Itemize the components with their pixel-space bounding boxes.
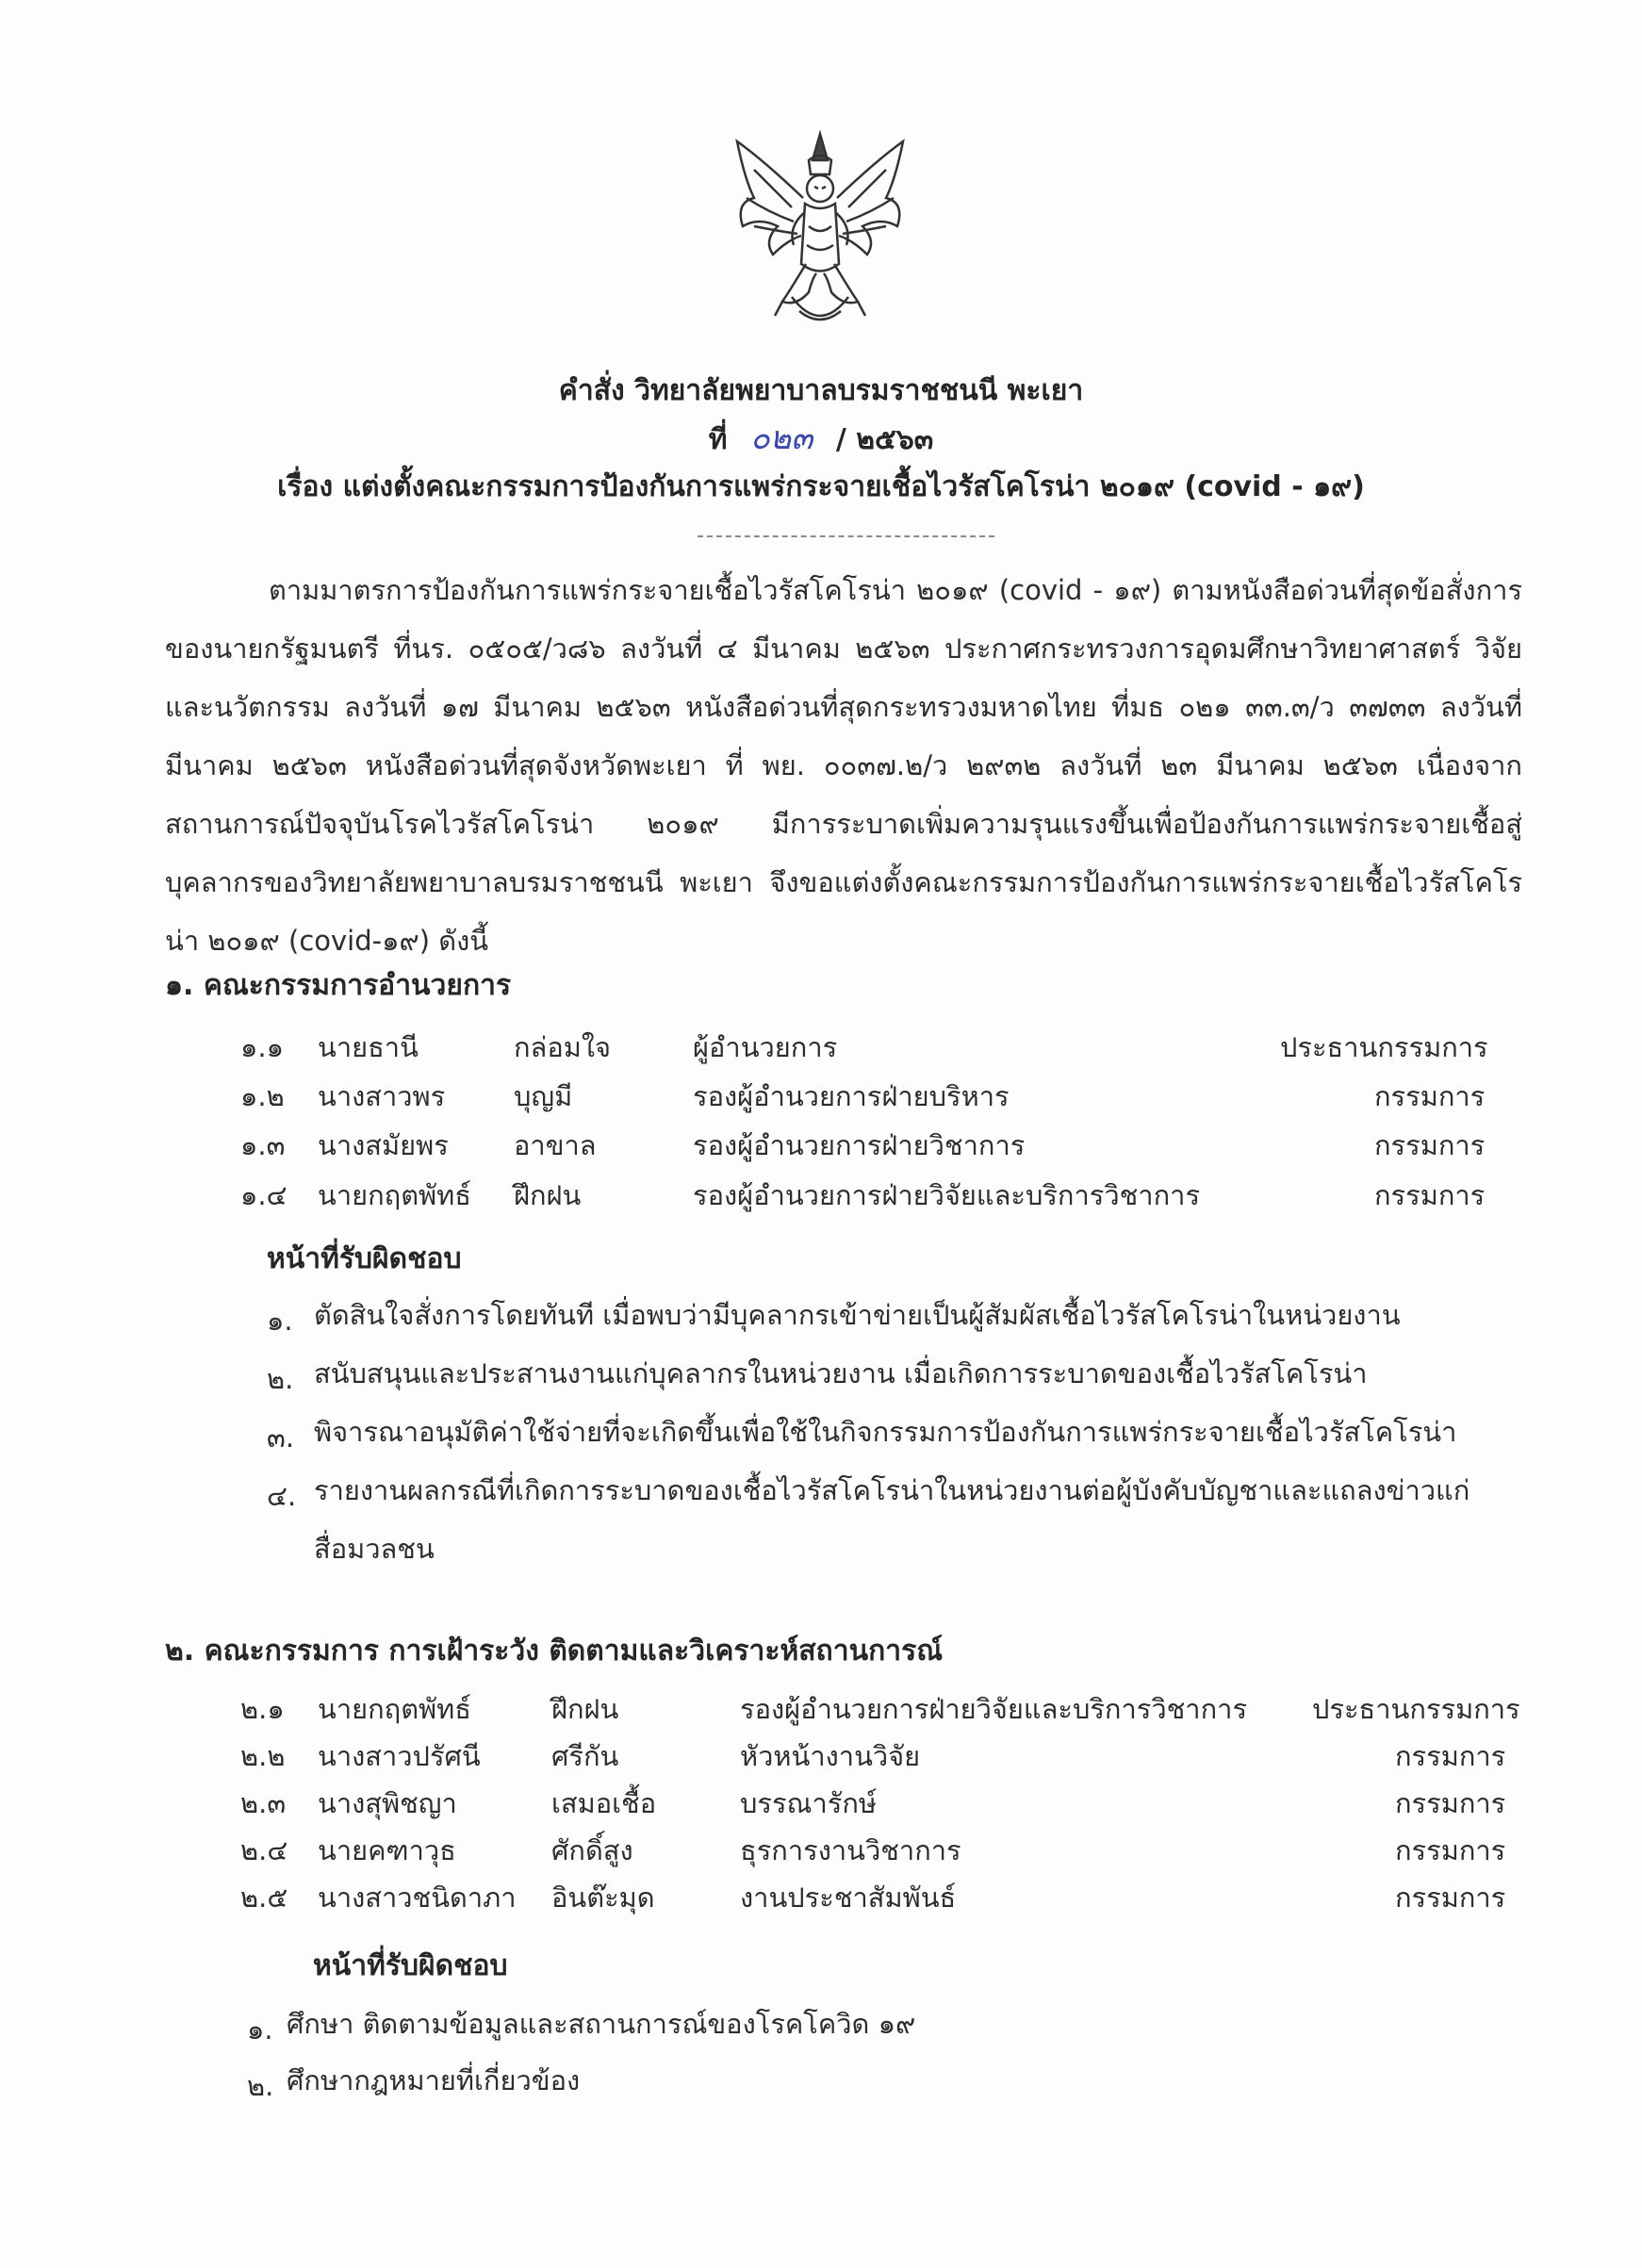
order-subject: เรื่อง แต่งตั้งคณะกรรมการป้องกันการแพร่กระจายเชื้อไวรัสโคโรน่า ๒๐๑๙ (covid - ๑๙): [277, 470, 1365, 503]
duty-number: ๒.: [267, 1363, 294, 1395]
member-surname: ศรีกัน: [551, 1740, 619, 1772]
member-role: กรรมการ: [1374, 1080, 1486, 1112]
garuda-emblem-icon: [726, 123, 914, 339]
member-number: ๑.๒: [240, 1080, 285, 1112]
duty-number: ๓.: [267, 1422, 295, 1454]
member-role: กรรมการ: [1374, 1179, 1486, 1211]
member-surname: เสมอเชื้อ: [551, 1787, 657, 1819]
member-position: รองผู้อำนวยการฝ่ายวิจัยและบริการวิชาการ: [693, 1179, 1201, 1211]
member-role: ประธานกรรมการ: [1280, 1031, 1488, 1063]
member-number: ๒.๓: [240, 1787, 287, 1819]
member-position: งานประชาสัมพันธ์: [740, 1882, 957, 1914]
duty-number: ๔.: [267, 1480, 297, 1512]
member-name: นายธานี: [318, 1031, 419, 1063]
member-row: [0, 1174, 1642, 1215]
duty-text: ศึกษากฎหมายที่เกี่ยวข้อง: [287, 2064, 581, 2096]
member-position: รองผู้อำนวยการฝ่ายวิจัยและบริการวิชาการ: [740, 1693, 1248, 1725]
order-title: คำสั่ง วิทยาลัยพยาบาลบรมราชชนนี พะเยา: [558, 374, 1084, 407]
member-number: ๑.๑: [240, 1031, 285, 1063]
duty-item: [267, 1474, 1530, 1591]
member-name: นางสาวพร: [318, 1080, 446, 1112]
member-surname: อินต๊ะมุด: [551, 1882, 655, 1914]
duty-text: ศึกษา ติดตามข้อมูลและสถานการณ์ของโรคโควิด ๑๙: [287, 2008, 916, 2040]
member-name: นางสาวปรัศนี: [318, 1740, 481, 1772]
member-position: รองผู้อำนวยการฝ่ายวิชาการ: [693, 1129, 1026, 1161]
member-number: ๒.๒: [240, 1740, 286, 1772]
member-role: กรรมการ: [1395, 1882, 1506, 1914]
order-number-year: / ๒๕๖๓: [835, 423, 934, 456]
member-name: นายกฤตพัทธ์: [318, 1693, 471, 1725]
member-surname: ศักดิ์สูง: [551, 1834, 633, 1866]
member-row: [0, 1829, 1642, 1870]
order-number-prefix: ที่: [708, 423, 728, 456]
member-row: [0, 1876, 1642, 1917]
member-surname: บุญมี: [514, 1080, 573, 1112]
member-name: นางสุพิชญา: [318, 1787, 457, 1819]
order-number: [0, 415, 1642, 464]
section-2-duty-title: หน้าที่รับผิดชอบ: [313, 1949, 508, 1982]
member-surname: อาขาล: [514, 1129, 597, 1161]
member-name: นางสมัยพร: [318, 1129, 449, 1161]
member-row: [0, 1687, 1642, 1729]
duty-text: พิจารณาอนุมัติค่าใช้จ่ายที่จะเกิดขึ้นเพื่อใช้ในกิจกรรมการป้องกันการแพร่กระจายเชื้อไวรัสโคโรน่า: [314, 1416, 1457, 1448]
header-divider: [698, 535, 994, 537]
duty-number: ๑.: [267, 1305, 293, 1337]
member-number: ๒.๕: [240, 1882, 288, 1914]
member-number: ๒.๔: [240, 1834, 288, 1866]
intro-paragraph: ตามมาตรการป้องกันการแพร่กระจายเชื้อไวรัสโคโรน่า ๒๐๑๙ (covid - ๑๙) ตามหนังสือด่วนที่สุดข้อสั่งการของนายกรัฐมนตรี ที่นร. ๐๕๐๕/ว๘๖ ลงวันที่ ๔ มีนาคม ๒๕๖๓ ประกาศกระทรวงการอุดมศึกษาวิทยาศาสตร์ วิจัยและนวัตกรรม ลงวันที่ ๑๗ มีนาคม ๒๕๖๓ หนังสือด่วนที่สุดกระทรวงมหาดไทย ที่มธ ๐๒๑ ๓๓.๓/ว ๓๗๓๓ ลงวันที่ มีนาคม ๒๕๖๓ หนังสือด่วนที่สุดจังหวัดพะเยา ที่ พย. ๐๐๓๗.๒/ว ๒๙๓๒ ลงวันที่ ๒๓ มีนาคม ๒๕๖๓ เนื่องจากสถานการณ์ปัจจุบันโรคไวรัสโคโรน่า ๒๐๑๙ มีการระบาดเพิ่มความรุนแรงขึ้นเพื่อป้องกันการแพร่กระจายเชื้อสู่บุคลากรของวิทยาลัยพยาบาลบรมราชชนนี พะเยา จึงขอแต่งตั้งคณะกรรมการป้องกันการแพร่กระจายเชื้อไวรัสโคโรน่า ๒๐๑๙ (covid-๑๙) ดังนี้: [165, 574, 1522, 957]
member-position: รองผู้อำนวยการฝ่ายบริหาร: [693, 1080, 1010, 1112]
member-name: นางสาวชนิดาภา: [318, 1882, 517, 1914]
member-row: [0, 1782, 1642, 1823]
member-position: บรรณารักษ์: [740, 1787, 877, 1819]
member-surname: ฝึกฝน: [551, 1693, 619, 1725]
member-position: ผู้อำนวยการ: [693, 1031, 838, 1063]
member-surname: ฝึกฝน: [514, 1179, 582, 1211]
member-row: [0, 1734, 1642, 1776]
member-surname: กล่อมใจ: [514, 1031, 612, 1063]
member-role: ประธานกรรมการ: [1312, 1693, 1520, 1725]
section-1-duty-title: หน้าที่รับผิดชอบ: [267, 1242, 462, 1275]
member-row: [0, 1026, 1642, 1067]
member-role: กรรมการ: [1374, 1129, 1486, 1161]
member-role: กรรมการ: [1395, 1740, 1506, 1772]
document-header: [0, 368, 1642, 511]
duty-text: สนับสนุนและประสานงานแก่บุคลากรในหน่วยงาน เมื่อเกิดการระบาดของเชื้อไวรัสโคโรน่า: [314, 1357, 1368, 1389]
member-name: นายกฤตพัทธ์: [318, 1179, 471, 1211]
member-number: ๑.๓: [240, 1129, 286, 1161]
duty-number: ๑.: [247, 2013, 273, 2046]
member-role: กรรมการ: [1395, 1834, 1506, 1866]
duty-number: ๒.: [247, 2070, 274, 2102]
member-number: ๒.๑: [240, 1693, 285, 1725]
member-row: [0, 1124, 1642, 1165]
member-number: ๑.๔: [240, 1179, 287, 1211]
section-1-title: ๑. คณะกรรมการอำนวยการ: [165, 969, 512, 1002]
order-number-handwritten: ๐๒๓: [749, 419, 813, 457]
section-2-title: ๒. คณะกรรมการ การเฝ้าระวัง ติดตามและวิเคราะห์สถานการณ์: [165, 1635, 944, 1668]
duty-text: รายงานผลกรณีที่เกิดการระบาดของเชื้อไวรัสโคโรน่าในหน่วยงานต่อผู้บังคับบัญชาและแถลงข่าวแก่สื่อมวลชน: [314, 1474, 1470, 1565]
duty-text: ตัดสินใจสั่งการโดยทันที เมื่อพบว่ามีบุคลากรเข้าข่ายเป็นผู้สัมผัสเชื้อไวรัสโคโรน่าในหน่วยงาน: [314, 1299, 1401, 1331]
member-position: ธุรการงานวิชาการ: [740, 1834, 961, 1866]
member-row: [0, 1075, 1642, 1116]
member-name: นายคฑาวุธ: [318, 1834, 456, 1866]
member-position: หัวหน้างานวิจัย: [740, 1740, 921, 1772]
member-role: กรรมการ: [1395, 1787, 1506, 1819]
